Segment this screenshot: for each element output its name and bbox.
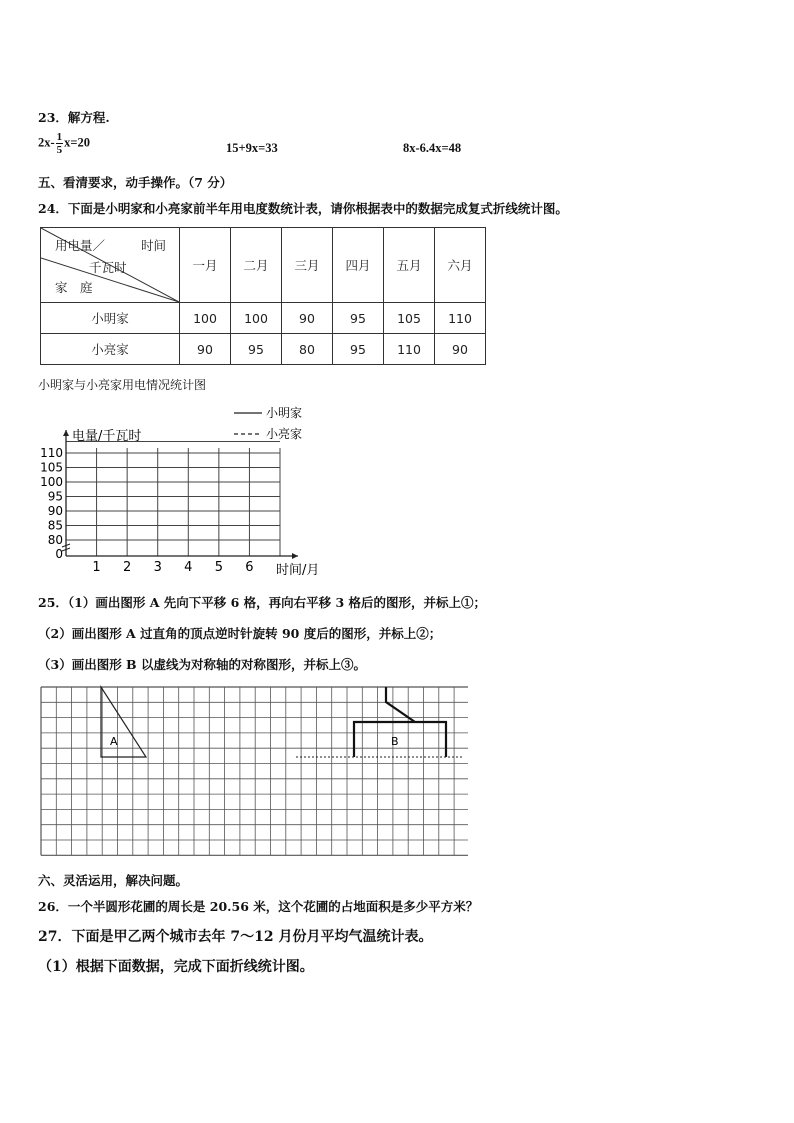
x-axis-label: 时间/月 [276,563,320,578]
y-tick-label: 110 [40,446,63,460]
table-cell: 95 [231,334,282,365]
table-cell: 80 [282,334,333,365]
q23-title: 23．解方程. [38,110,110,125]
table-cell: 90 [435,334,486,365]
fraction [56,131,64,156]
x-tick-label: 1 [92,560,101,575]
row-label: 小亮家 [41,334,180,365]
table-cell: 90 [180,334,231,365]
q23-equation-3: 8x-6.4x=48 [403,141,462,155]
eq1-suffix: x=20 [64,135,91,150]
q23-equation-2: 15+9x=33 [226,141,278,155]
table-cell: 95 [333,303,384,334]
y-axis-label: 电量/千瓦时 [72,429,142,444]
chart-legend [234,405,302,441]
month-header: 二月 [231,228,282,303]
x-tick-label: 3 [153,560,162,575]
table-cell: 100 [231,303,282,334]
transformation-grid [38,684,468,864]
shape-a-label: A [110,735,118,748]
q26-text: 26．一个半圆形花圃的周长是 20.56 米，这个花圃的占地面积是多少平方米？ [38,899,479,914]
header-unit-label: 千瓦时 [89,260,127,275]
month-header: 一月 [180,228,231,303]
x-tick-label: 5 [214,560,223,575]
fraction-numerator: 1 [56,131,63,143]
table-cell: 95 [333,334,384,365]
month-header: 五月 [384,228,435,303]
table-row [41,334,486,365]
y-tick-label: 95 [47,489,63,504]
table-row [41,303,486,334]
y-tick-label: 80 [47,533,63,547]
month-header: 六月 [435,228,486,303]
month-header: 三月 [282,228,333,303]
table-cell: 110 [384,334,435,365]
chart-grid [66,442,280,557]
q25-line-3: （3）画出图形 B 以虚线为对称轴的对称图形，并标上③。 [38,657,366,672]
y-tick-label: 100 [40,475,63,489]
table-cell: 110 [435,303,486,334]
header-usage-label: 用电量／ [55,238,106,253]
section-6-heading: 六、灵活运用，解决问题。 [38,873,189,888]
month-header: 四月 [333,228,384,303]
table-cell: 105 [384,303,435,334]
shape-a-triangle [101,687,146,757]
section-5-heading: 五、看清要求，动手操作。（7 分） [38,175,233,190]
x-axis-arrow [292,553,298,559]
y-tick-label: 105 [40,460,63,475]
grid-lines [41,687,468,855]
q25-line-1: 25．（1）画出图形 A 先向下平移 6 格，再向右平移 3 格后的图形，并标上①； [38,595,487,610]
chart-title: 小明家与小亮家用电情况统计图 [38,378,207,392]
table-header-diagonal-cell [41,228,180,303]
y-tick-label: 0 [55,547,63,561]
eq1-prefix: 2x- [38,135,55,150]
header-family-label: 家 庭 [55,280,93,295]
x-tick-label: 2 [123,560,132,575]
y-axis-arrow [63,430,69,436]
x-tick-label: 4 [184,560,193,575]
y-tick-label: 90 [47,504,63,518]
q25-line-2: （2）画出图形 A 过直角的顶点逆时针旋转 90 度后的图形，并标上②； [38,626,442,641]
shape-b-flag [386,687,415,722]
q23-equation-1 [38,131,90,156]
shape-b-body [354,722,446,757]
fraction-denominator: 5 [56,144,63,156]
q27-line-2: （1）根据下面数据，完成下面折线统计图。 [38,959,314,975]
x-tick-label: 6 [245,560,254,575]
table-cell: 100 [180,303,231,334]
shape-b-label: B [391,735,399,748]
header-time-label: 时间 [141,238,167,253]
q27-line-1: 27．下面是甲乙两个城市去年 7～12 月份月平均气温统计表。 [38,929,433,945]
row-label: 小明家 [41,303,180,334]
legend-label-xiaoliang: 小亮家 [266,427,303,441]
electricity-usage-table [40,227,486,365]
line-chart [30,400,350,584]
table-cell: 90 [282,303,333,334]
legend-label-xiaoming: 小明家 [266,406,303,420]
q24-title: 24．下面是小明家和小亮家前半年用电度数统计表，请你根据表中的数据完成复式折线统计图。 [38,201,568,216]
y-tick-label: 85 [47,518,63,533]
